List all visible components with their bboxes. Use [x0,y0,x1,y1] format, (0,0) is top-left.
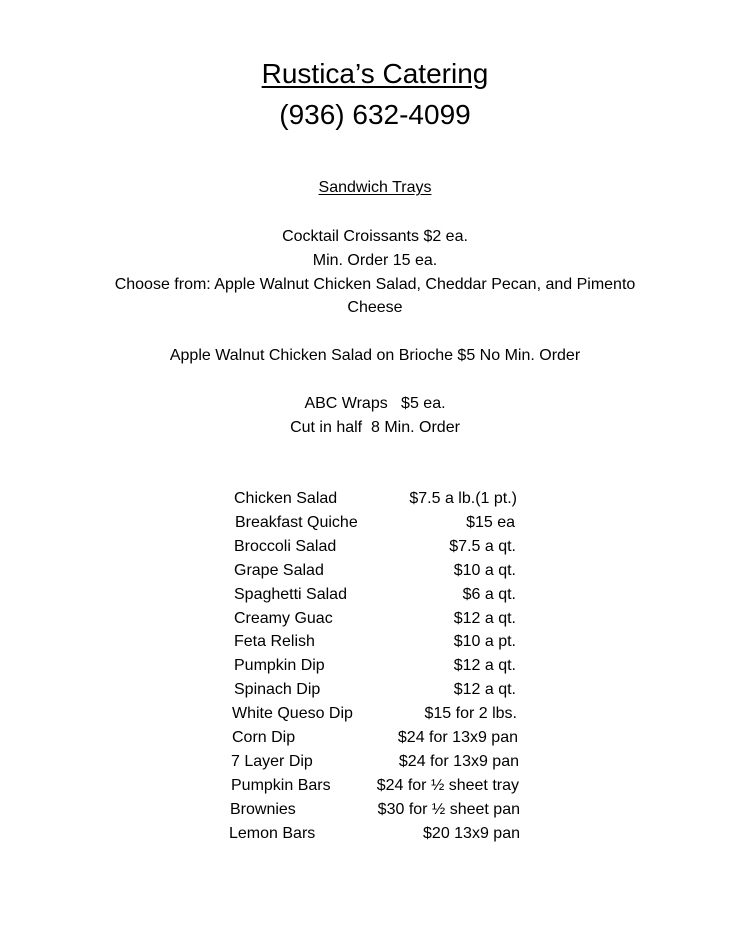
menu-item-name: Lemon Bars [229,825,316,842]
page-title: Rustica’s Catering [261,58,489,89]
menu-item [234,610,516,632]
menu-item-price: $10 a qt. [453,562,516,579]
menu-item [234,586,516,608]
menu-item-price: $7.5 a qt. [449,538,516,555]
menu-item-price: $12 a qt. [453,657,516,674]
wraps-detail: Cut in half 8 Min. Order [290,419,460,436]
menu-item [231,753,519,775]
menu-item-price: $12 a qt. [453,681,516,698]
menu-item-name: Chicken Salad [234,490,338,507]
menu-item-price: $12 a qt. [453,610,516,627]
menu-item-price: $30 for ½ sheet pan [377,801,520,818]
menu-item-price: $15 for 2 lbs. [424,705,517,722]
menu-item-name: Spaghetti Salad [234,586,347,603]
menu-item [234,562,516,584]
menu-item-price: $24 for ½ sheet tray [376,777,519,794]
menu-item [231,777,519,799]
menu-item [229,825,520,847]
menu-item [230,801,520,823]
brioche-line: Apple Walnut Chicken Salad on Brioche $5 No Min. Order [169,347,581,364]
menu-item [234,490,517,512]
croissants-choices: Choose from: Apple Walnut Chicken Salad, Cheddar Pecan, and Pimento [114,276,636,293]
menu-item-price: $15 ea [466,514,515,531]
menu-item [234,657,516,679]
croissants-line: Cocktail Croissants $2 ea. [282,228,468,245]
menu-item [234,633,516,655]
menu-item-price: $7.5 a lb.(1 pt.) [409,490,517,507]
menu-item-name: Creamy Guac [234,610,333,627]
menu-item-name: Spinach Dip [234,681,321,698]
menu-item [232,729,518,751]
menu-item [234,681,516,703]
menu-item-price: $20 13x9 pan [423,825,520,842]
phone-number: (936) 632-4099 [279,99,471,130]
menu-item-name: Feta Relish [234,633,315,650]
menu-item-price: $24 for 13x9 pan [398,753,519,770]
menu-item [235,514,515,536]
menu-item-price: $6 a qt. [462,586,516,603]
section-title: Sandwich Trays [318,179,432,196]
menu-item [234,538,516,560]
menu-item-price: $24 for 13x9 pan [397,729,518,746]
menu-item-price: $10 a pt. [453,633,516,650]
menu-item-name: Corn Dip [232,729,296,746]
croissants-choices-cont: Cheese [347,299,403,316]
menu-item-name: Breakfast Quiche [235,514,358,531]
menu-item-name: Pumpkin Bars [231,777,331,794]
menu-item-name: Broccoli Salad [234,538,337,555]
wraps-line: ABC Wraps $5 ea. [304,395,446,412]
menu-item-name: White Queso Dip [232,705,353,722]
menu-item-name: Brownies [230,801,296,818]
menu-item-name: Grape Salad [234,562,324,579]
menu-item-name: Pumpkin Dip [234,657,325,674]
menu-item [232,705,517,727]
croissants-min-order: Min. Order 15 ea. [312,252,438,269]
menu-item-name: 7 Layer Dip [231,753,313,770]
